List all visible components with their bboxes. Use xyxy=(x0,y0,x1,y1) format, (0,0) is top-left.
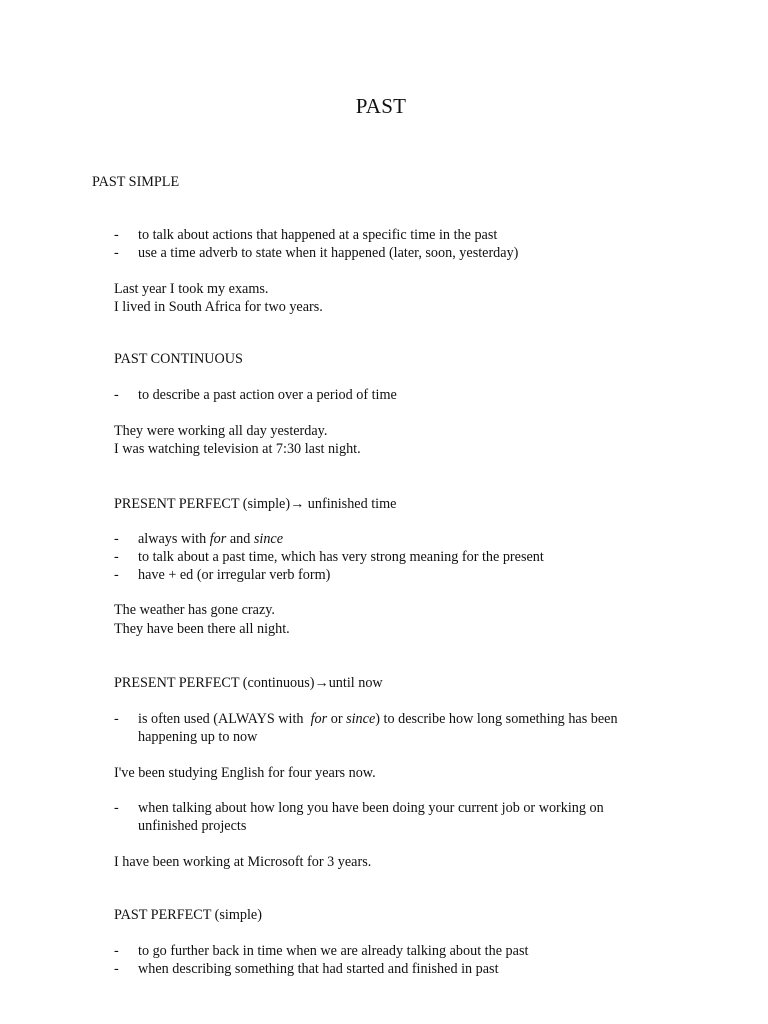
bullet-text: to describe a past action over a period of time xyxy=(138,387,397,403)
bullet-text: have + ed (or irregular verb form) xyxy=(138,567,331,583)
section-heading-present-perfect-continuous xyxy=(114,674,383,692)
bullet-text xyxy=(138,710,618,728)
page-title: PAST xyxy=(355,94,407,118)
example-sentence: They have been there all night. xyxy=(114,621,290,637)
bullet-dash: - xyxy=(114,549,119,565)
bullet-text-continued: unfinished projects xyxy=(138,818,247,834)
bullet-text-part: is often used (ALWAYS with xyxy=(138,711,311,727)
bullet-text: to talk about a past time, which has very strong meaning for the present xyxy=(138,549,544,565)
bullet-dash: - xyxy=(114,227,119,243)
italic-since: since xyxy=(253,531,284,547)
bullet-dash: - xyxy=(114,567,119,583)
example-sentence: Last year I took my exams. xyxy=(114,281,269,297)
section-heading-past-perfect-simple: PAST PERFECT (simple) xyxy=(114,907,262,923)
heading-suffix: unfinished time xyxy=(304,496,397,512)
example-sentence: I lived in South Africa for two years. xyxy=(114,299,323,315)
example-sentence: The weather has gone crazy. xyxy=(114,602,275,618)
bullet-dash: - xyxy=(114,245,119,261)
arrow-right-icon: → xyxy=(314,675,329,691)
bullet-text-continued: happening up to now xyxy=(138,729,258,745)
italic-since: since xyxy=(346,711,376,727)
bullet-dash: - xyxy=(114,800,119,816)
bullet-dash: - xyxy=(114,711,119,727)
example-sentence: I've been studying English for four years now. xyxy=(114,765,376,781)
bullet-text: when talking about how long you have been doing your current job or working on xyxy=(138,800,604,816)
heading-text: PRESENT PERFECT (simple) xyxy=(114,496,291,512)
example-sentence: They were working all day yesterday. xyxy=(114,423,328,439)
italic-for: for xyxy=(310,711,328,727)
bullet-text xyxy=(138,530,283,548)
section-heading-present-perfect-simple xyxy=(114,495,396,513)
section-heading-past-simple: PAST SIMPLE xyxy=(92,174,180,190)
arrow-right-icon: → xyxy=(290,496,305,512)
bullet-text-part: ) to describe how long something has been xyxy=(375,711,618,727)
bullet-text: to go further back in time when we are already talking about the past xyxy=(138,943,529,959)
italic-for: for xyxy=(209,531,227,547)
section-heading-past-continuous: PAST CONTINUOUS xyxy=(114,351,243,367)
bullet-text-part: always with xyxy=(138,531,210,547)
bullet-text-part: or xyxy=(327,711,347,727)
bullet-text: use a time adverb to state when it happened (later, soon, yesterday) xyxy=(138,245,519,261)
heading-suffix: until now xyxy=(328,675,383,691)
bullet-dash: - xyxy=(114,531,119,547)
bullet-dash: - xyxy=(114,387,119,403)
bullet-dash: - xyxy=(114,943,119,959)
example-sentence: I have been working at Microsoft for 3 years. xyxy=(114,854,372,870)
heading-text: PRESENT PERFECT (continuous) xyxy=(114,675,315,691)
bullet-text-part: and xyxy=(226,531,254,547)
example-sentence: I was watching television at 7:30 last night. xyxy=(114,441,361,457)
bullet-text: to talk about actions that happened at a specific time in the past xyxy=(138,227,498,243)
bullet-dash: - xyxy=(114,961,119,977)
bullet-text: when describing something that had started and finished in past xyxy=(138,961,499,977)
